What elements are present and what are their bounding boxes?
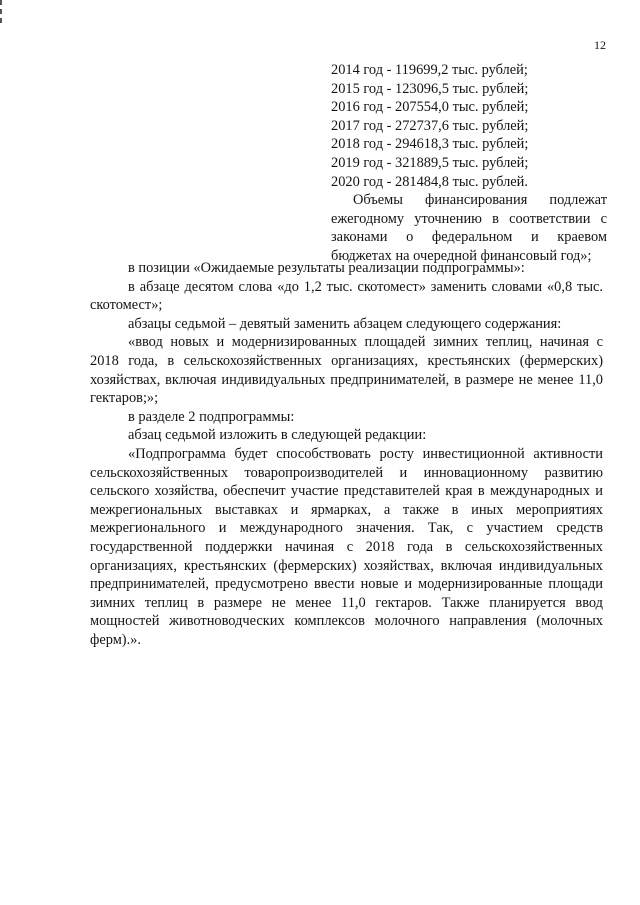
page-number: 12 [594, 38, 606, 52]
funding-year-2017: 2017 год - 272737,6 тыс. рублей; [331, 117, 529, 134]
document-body [90, 259, 603, 649]
margin-mark [0, 0, 3, 27]
paragraph-tenth-abzats: в абзаце десятом слова «до 1,2 тыс. скотомест» заменить словами «0,8 тыс. скотомест»; [90, 278, 603, 314]
funding-year-2018: 2018 год - 294618,3 тыс. рублей; [331, 136, 529, 153]
funding-note: Объемы финансирования подлежат ежегодному уточнению в соответствии с законами о федеральном и краевом бюджетах на очередной финансовый год»; [331, 192, 607, 264]
paragraph-position-expected-results: в позиции «Ожидаемые результаты реализации подпрограммы»: [128, 260, 525, 276]
paragraph-greenhouses: «ввод новых и модернизированных площадей зимних теплиц, начиная с 2018 года, в сельскохозяйственных организациях, крестьянских (фермерских) хозяйствах, включая индивидуальных предпринимателей, в размере не менее 11,0 гектаров;»; [90, 334, 603, 407]
paragraph-subprogram-quote: «Подпрограмма будет способствовать росту инвестиционной активности сельскохозяйственных товаропроизводителей и инновационному развитию сельского хозяйства, обеспечит участие представителей края в международных и межрегиональных выставках и ярмарках, а также в иных мероприятиях межрегионального и международного значения. Так, с участием средств государственной поддержки начиная с 2018 года в сельскохозяйственных организациях, крестьянских (фермерских) хозяйствах, включая индивидуальных предпринимателей, предусмотрено ввести новые и модернизированные площади зимних теплиц в размере не менее 11,0 гектаров. Также планируется ввод мощностей животноводческих комплексов молочного направления (молочных ферм).». [90, 445, 603, 648]
funding-year-2016: 2016 год - 207554,0 тыс. рублей; [331, 99, 529, 116]
paragraph-section-2: в разделе 2 подпрограммы: [128, 408, 295, 425]
funding-year-2020: 2020 год - 281484,8 тыс. рублей. [331, 173, 528, 190]
paragraph-seventh-abzats: абзац седьмой изложить в следующей редакции: [128, 427, 427, 444]
paragraph-replace-abzats: абзацы седьмой – девятый заменить абзацем следующего содержания: [128, 315, 562, 332]
funding-year-2015: 2015 год - 123096,5 тыс. рублей; [331, 80, 529, 97]
funding-year-2014: 2014 год - 119699,2 тыс. рублей; [331, 62, 528, 78]
funding-block [331, 61, 607, 280]
funding-year-2019: 2019 год - 321889,5 тыс. рублей; [331, 154, 529, 171]
